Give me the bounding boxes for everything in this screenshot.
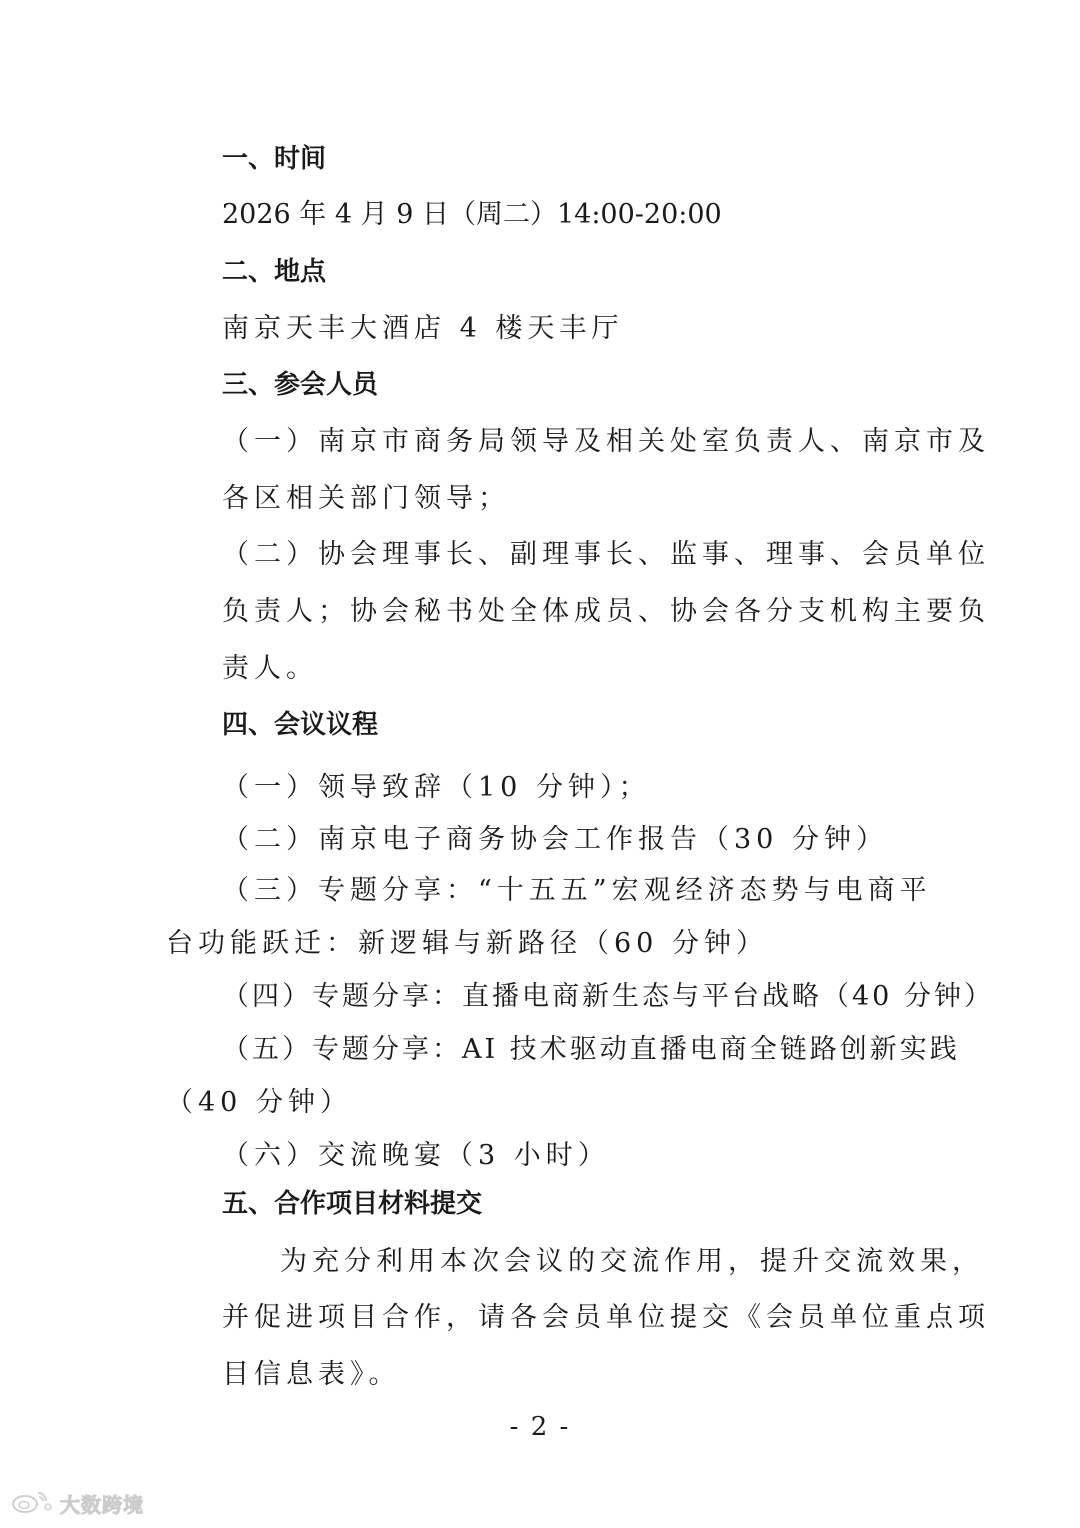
section-heading-attendees: 三、参会人员 xyxy=(222,370,379,400)
page-number: - 2 - xyxy=(509,1412,571,1442)
agenda-item-1: （一）领导致辞（10 分钟）； xyxy=(222,772,651,803)
attendees-item-1-line-2: 各区相关部门领导； xyxy=(222,483,510,514)
agenda-item-5-line-1: （五）专题分享：AI 技术驱动直播电商全链路创新实践 xyxy=(222,1034,960,1065)
watermark xyxy=(10,1488,144,1518)
materials-paragraph-line-2: 并促进项目合作，请各会员单位提交《会员单位重点项 xyxy=(222,1302,990,1333)
agenda-item-6: （六）交流晚宴（3 小时） xyxy=(222,1140,610,1171)
section-heading-time: 一、时间 xyxy=(222,144,327,174)
section-heading-agenda: 四、会议议程 xyxy=(222,710,379,740)
attendees-item-1-line-1: （一）南京市商务局领导及相关处室负责人、南京市及 xyxy=(222,426,990,457)
agenda-item-5-line-2: （40 分钟） xyxy=(166,1087,352,1118)
agenda-item-3-line-2: 台功能跃迁：新逻辑与新路径（60 分钟） xyxy=(166,928,768,959)
agenda-item-4: （四）专题分享：直播电商新生态与平台战略（40 分钟） xyxy=(222,981,994,1012)
attendees-item-2-line-1: （二）协会理事长、副理事长、监事、理事、会员单位 xyxy=(222,539,990,570)
materials-paragraph-line-3: 目信息表》。 xyxy=(222,1359,401,1390)
attendees-item-2-line-2: 负责人；协会秘书处全体成员、协会各分支机构主要负 xyxy=(222,596,990,627)
agenda-item-3-line-1: （三）专题分享：“十五五”宏观经济态势与电商平 xyxy=(222,875,932,906)
weibo-logo-icon xyxy=(10,1487,54,1519)
watermark-text: 大数跨境 xyxy=(60,1492,144,1517)
agenda-item-2: （二）南京电子商务协会工作报告（30 分钟） xyxy=(222,824,888,855)
time-value: 2026 年 4 月 9 日（周二）14:00-20:00 xyxy=(222,199,722,230)
place-value: 南京天丰大酒店 4 楼天丰厅 xyxy=(222,313,624,344)
section-heading-place: 二、地点 xyxy=(222,257,327,287)
materials-paragraph-line-1: 为充分利用本次会议的交流作用，提升交流效果， xyxy=(280,1246,984,1277)
section-heading-materials: 五、合作项目材料提交 xyxy=(222,1189,483,1219)
attendees-item-2-line-3: 责人。 xyxy=(222,653,318,684)
